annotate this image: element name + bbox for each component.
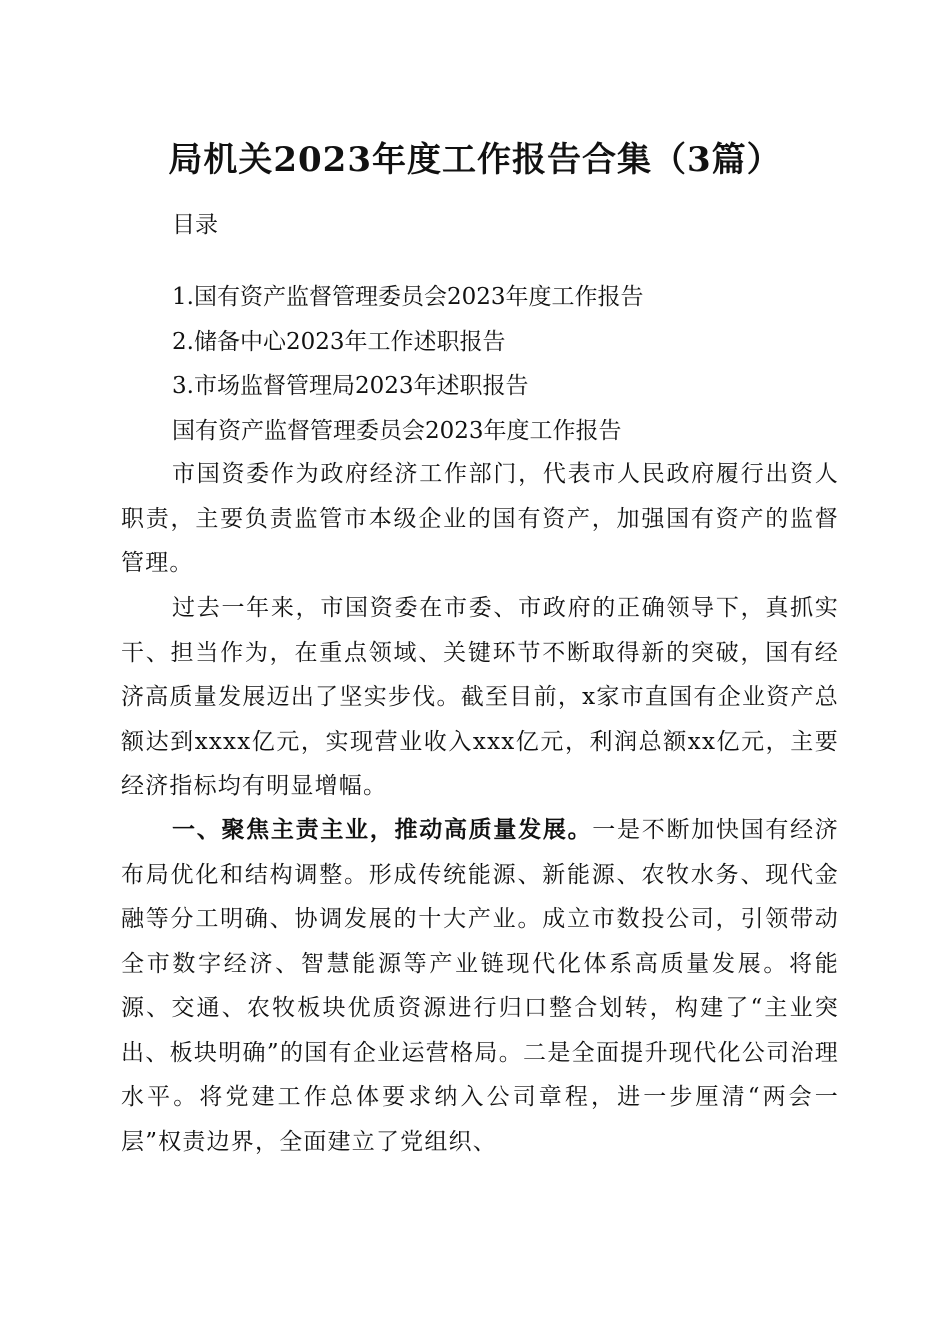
section-one-body: 一是不断加快国有经济布局优化和结构调整。形成传统能源、新能源、农牧水务、现代金融等分工明确、协调发展的十大产业。成立市数投公司，引领带动全市数字经济、智慧能源等产业链现代化体系高质量发展。将能源、交通、农牧板块优质资源进行归口整合划转，构建了“主业突出、板块明确”的国有企业运营格局。二是全面提升现代化公司治理水平。将党建工作总体要求纳入公司章程，进一步厘清“两会一层”权责边界，全面建立了党组织、	[121, 817, 840, 1155]
section-one-heading: 一、聚焦主责主业，推动高质量发展。	[172, 816, 593, 843]
toc-item-1: 1.国有资产监督管理委员会2023年度工作报告	[172, 284, 644, 310]
toc-heading: 目录	[172, 212, 218, 238]
document-title: 局机关2023年度工作报告合集（3篇）	[168, 140, 782, 180]
paragraph-section-one	[121, 808, 839, 1164]
toc-item-3: 3.市场监督管理局2023年述职报告	[172, 373, 529, 399]
toc-item-2: 2.储备中心2023年工作述职报告	[172, 329, 506, 355]
paragraph-intro: 市国资委作为政府经济工作部门，代表市人民政府履行出资人职责，主要负责监管市本级企业的国有资产，加强国有资产的监督管理。	[121, 461, 839, 576]
section-title: 国有资产监督管理委员会2023年度工作报告	[172, 418, 622, 444]
paragraph-summary: 过去一年来，市国资委在市委、市政府的正确领导下，真抓实干、担当作为，在重点领域、关键环节不断取得新的突破，国有经济高质量发展迈出了坚实步伐。截至目前，x家市直国有企业资产总额达到xxxx亿元，实现营业收入xxx亿元，利润总额xx亿元，主要经济指标均有明显增幅。	[121, 595, 839, 799]
